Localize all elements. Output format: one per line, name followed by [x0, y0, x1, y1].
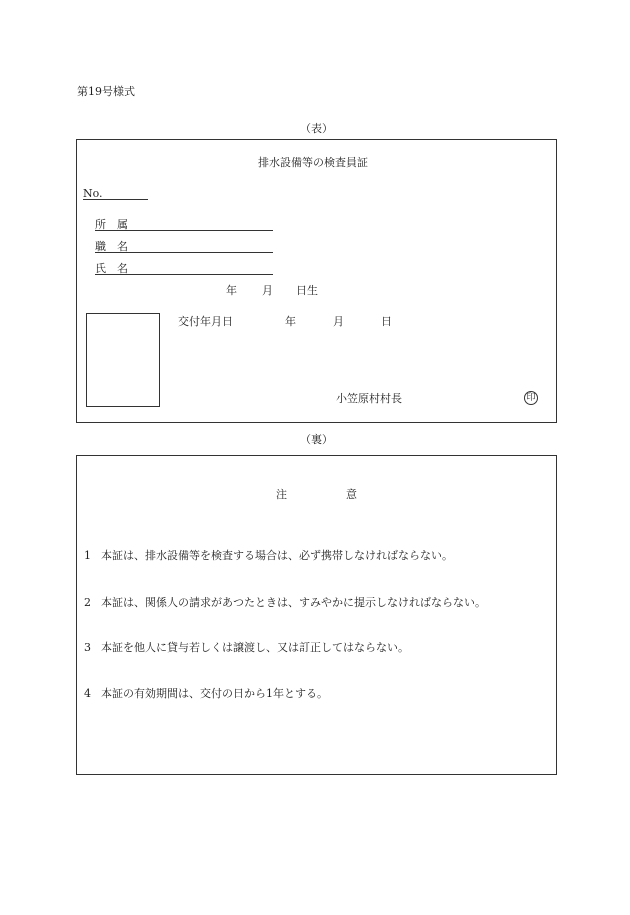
issue-year-label: 年 [285, 315, 296, 328]
birth-day-label: 日生 [296, 284, 318, 297]
birth-year-label: 年 [226, 284, 237, 297]
card-title: 排水設備等の検査員証 [258, 156, 368, 169]
note-number: 2 [84, 596, 91, 609]
form-number: 第19号様式 [77, 85, 135, 98]
issue-date-label: 交付年月日 [178, 315, 233, 328]
note-text: 本証は、関係人の請求があつたときは、すみやかに提示しなければならない。 [101, 596, 486, 609]
back-card [76, 455, 557, 775]
birth-month-label: 月 [262, 284, 273, 297]
note-text: 本証を他人に貸与若しくは譲渡し、又は訂正してはならない。 [101, 641, 409, 654]
issuer-label: 小笠原村村長 [336, 392, 402, 405]
note-number: 4 [84, 687, 91, 700]
field-name-label: 氏 名 [95, 262, 128, 275]
field-name-line [95, 274, 273, 275]
issue-day-label: 日 [381, 315, 392, 328]
note-text: 本証は、排水設備等を検査する場合は、必ず携帯しなければならない。 [101, 549, 453, 562]
note-number: 1 [84, 549, 91, 562]
issue-month-label: 月 [333, 315, 344, 328]
no-label: No. [83, 187, 103, 200]
note-number: 3 [84, 641, 91, 654]
field-affiliation-line [95, 230, 273, 231]
field-position-line [95, 252, 273, 253]
note-text: 本証の有効期間は、交付の日から1年とする。 [101, 687, 328, 700]
photo-box [86, 313, 160, 407]
back-side-label: （裏） [300, 433, 333, 446]
seal-icon: 印 [524, 391, 538, 405]
front-side-label: （表） [300, 122, 333, 135]
no-underline [83, 199, 148, 200]
field-affiliation-label: 所 属 [95, 218, 128, 231]
notice-heading-right: 意 [346, 488, 357, 501]
notice-heading-left: 注 [276, 488, 287, 501]
field-position-label: 職 名 [95, 240, 128, 253]
